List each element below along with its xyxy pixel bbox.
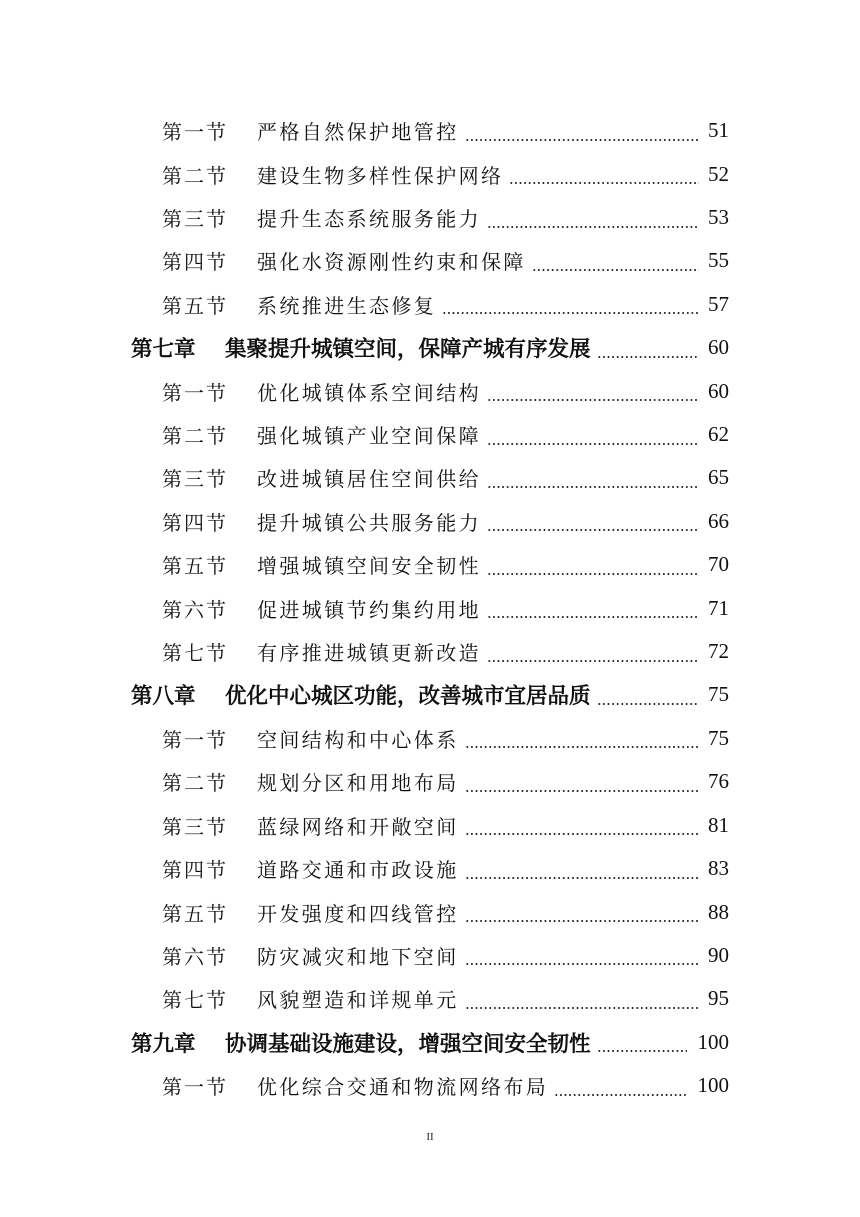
page-number: 57: [708, 291, 729, 316]
section-title: 强化水资源刚性约束和保障: [257, 250, 526, 275]
section-number: 第一节: [162, 727, 228, 752]
section-title: 建设生物多样性保护网络: [257, 163, 504, 188]
dot-leader: [465, 1007, 699, 1009]
toc-section-entry[interactable]: [0, 239, 860, 282]
dot-leader: [465, 139, 699, 141]
section-number: 第二节: [162, 424, 228, 449]
table-of-contents: [0, 109, 860, 1107]
section-title: 增强城镇空间安全韧性: [257, 554, 481, 579]
page-number: 60: [708, 335, 729, 360]
chapter-title: 集聚提升城镇空间，保障产城有序发展: [225, 337, 591, 363]
dot-leader: [487, 399, 699, 401]
dot-leader: [442, 312, 699, 314]
toc-chapter-entry[interactable]: [0, 1021, 860, 1064]
toc-section-entry[interactable]: [0, 586, 860, 629]
toc-section-entry[interactable]: [0, 543, 860, 586]
page-number: 55: [708, 248, 729, 273]
page-number: 95: [708, 986, 729, 1011]
page-number: 90: [708, 942, 729, 967]
toc-section-entry[interactable]: [0, 196, 860, 239]
toc-section-entry[interactable]: [0, 456, 860, 499]
page-number: 76: [708, 769, 729, 794]
dot-leader: [509, 182, 699, 184]
dot-leader: [487, 573, 699, 575]
page-number: 100: [697, 1029, 729, 1054]
toc-section-entry[interactable]: [0, 152, 860, 195]
toc-section-entry[interactable]: [0, 630, 860, 673]
section-title: 空间结构和中心体系: [257, 727, 459, 752]
section-number: 第一节: [162, 380, 228, 405]
section-number: 第三节: [162, 814, 228, 839]
toc-chapter-entry[interactable]: [0, 326, 860, 369]
page-number: 51: [708, 118, 729, 143]
section-title: 开发强度和四线管控: [257, 901, 459, 926]
toc-section-entry[interactable]: [0, 109, 860, 152]
dot-leader: [465, 833, 699, 835]
dot-leader: [487, 443, 699, 445]
section-title: 促进城镇节约集约用地: [257, 597, 481, 622]
page-number: 70: [708, 552, 729, 577]
section-title: 有序推进城镇更新改造: [257, 641, 481, 666]
dot-leader: [532, 269, 699, 271]
toc-section-entry[interactable]: [0, 890, 860, 933]
section-title: 系统推进生态修复: [257, 293, 437, 318]
section-number: 第三节: [162, 467, 228, 492]
dot-leader: [554, 1094, 687, 1096]
page-number: 81: [708, 812, 729, 837]
dot-leader: [597, 703, 699, 705]
section-number: 第一节: [162, 1075, 228, 1100]
page-number: 60: [708, 378, 729, 403]
chapter-number: 第七章: [131, 337, 196, 363]
dot-leader: [465, 920, 699, 922]
toc-section-entry[interactable]: [0, 717, 860, 760]
section-title: 蓝绿网络和开敞空间: [257, 814, 459, 839]
page-number: 72: [708, 639, 729, 664]
section-number: 第七节: [162, 641, 228, 666]
dot-leader: [487, 226, 699, 228]
section-title: 提升城镇公共服务能力: [257, 510, 481, 535]
dot-leader: [465, 877, 699, 879]
section-number: 第六节: [162, 944, 228, 969]
dot-leader: [487, 616, 699, 618]
dot-leader: [465, 963, 699, 965]
chapter-number: 第八章: [131, 684, 196, 710]
page-number: 88: [708, 899, 729, 924]
dot-leader: [465, 746, 699, 748]
toc-section-entry[interactable]: [0, 413, 860, 456]
section-title: 优化城镇体系空间结构: [257, 380, 481, 405]
section-number: 第四节: [162, 250, 228, 275]
toc-section-entry[interactable]: [0, 1064, 860, 1107]
section-number: 第四节: [162, 510, 228, 535]
section-title: 提升生态系统服务能力: [257, 207, 481, 232]
chapter-number: 第九章: [131, 1031, 196, 1057]
section-number: 第二节: [162, 163, 228, 188]
toc-section-entry[interactable]: [0, 977, 860, 1020]
toc-section-entry[interactable]: [0, 369, 860, 412]
chapter-title: 协调基础设施建设，增强空间安全韧性: [225, 1031, 591, 1057]
toc-section-entry[interactable]: [0, 847, 860, 890]
dot-leader: [465, 790, 699, 792]
section-title: 规划分区和用地布局: [257, 771, 459, 796]
dot-leader: [597, 356, 699, 358]
page-number: 62: [708, 422, 729, 447]
section-title: 道路交通和市政设施: [257, 858, 459, 883]
section-number: 第一节: [162, 120, 228, 145]
section-number: 第四节: [162, 858, 228, 883]
page-number: 52: [708, 161, 729, 186]
section-title: 强化城镇产业空间保障: [257, 424, 481, 449]
section-number: 第三节: [162, 207, 228, 232]
section-number: 第五节: [162, 901, 228, 926]
section-number: 第五节: [162, 293, 228, 318]
dot-leader: [597, 1050, 687, 1052]
toc-section-entry[interactable]: [0, 934, 860, 977]
dot-leader: [487, 486, 699, 488]
page-number: 66: [708, 508, 729, 533]
section-number: 第七节: [162, 988, 228, 1013]
section-title: 风貌塑造和详规单元: [257, 988, 459, 1013]
page-number: 75: [708, 682, 729, 707]
dot-leader: [487, 660, 699, 662]
section-title: 防灾减灾和地下空间: [257, 944, 459, 969]
chapter-title: 优化中心城区功能，改善城市宜居品质: [225, 684, 591, 710]
section-title: 改进城镇居住空间供给: [257, 467, 481, 492]
dot-leader: [487, 529, 699, 531]
page-number: 71: [708, 595, 729, 620]
toc-chapter-entry[interactable]: [0, 673, 860, 716]
page-number: 53: [708, 205, 729, 230]
page-number: 65: [708, 465, 729, 490]
toc-section-entry[interactable]: [0, 804, 860, 847]
page-number: 83: [708, 856, 729, 881]
section-title: 严格自然保护地管控: [257, 120, 459, 145]
page-number: 75: [708, 725, 729, 750]
toc-section-entry[interactable]: [0, 760, 860, 803]
section-title: 优化综合交通和物流网络布局: [257, 1075, 549, 1100]
page-number: 100: [697, 1073, 729, 1098]
toc-section-entry[interactable]: [0, 500, 860, 543]
section-number: 第二节: [162, 771, 228, 796]
page-number-footer: II: [426, 1131, 434, 1143]
section-number: 第五节: [162, 554, 228, 579]
toc-section-entry[interactable]: [0, 283, 860, 326]
section-number: 第六节: [162, 597, 228, 622]
